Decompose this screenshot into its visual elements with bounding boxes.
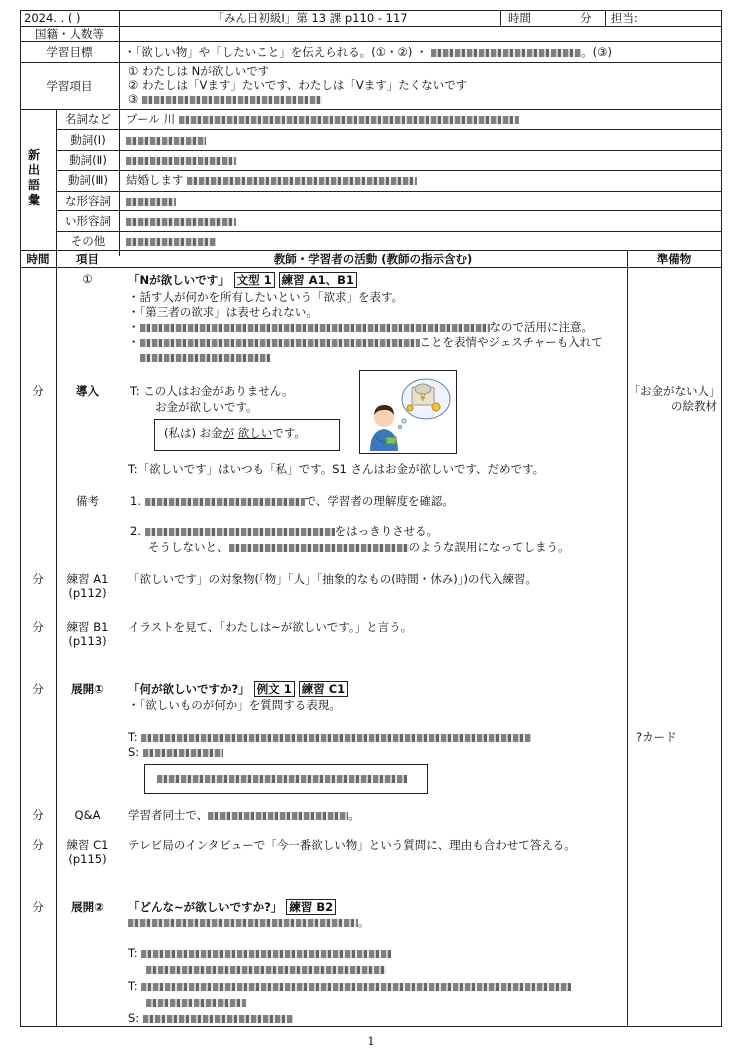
col-header-item: 項目 <box>76 252 99 266</box>
vocab-label-other: その他 <box>70 234 106 248</box>
section-3-teacher-1-cont <box>146 962 386 976</box>
section-1-bullet-4-cont <box>140 350 270 364</box>
nationality-label: 国籍・人数等 <box>35 27 104 41</box>
vocab-verb3: 結婚します <box>126 173 417 187</box>
section-1-bullet-2: ・「第三者の欲求」は表せられない。 <box>128 305 318 319</box>
drill-a1-page: (p112) <box>68 586 107 600</box>
drill-c1-time: 分 <box>32 838 44 852</box>
section-2-title: 「何が欲しいですか?」 例文 1 練習 C1 <box>128 682 348 696</box>
vocab-noun: プール 川 <box>126 112 519 126</box>
vocab-label-noun: 名詞など <box>65 112 111 126</box>
time-label: 時間 <box>508 11 531 25</box>
drill-c1-text: テレビ局のインタビューで「今一番欲しい物」という質問に、理由も合わせて答える。 <box>128 838 576 852</box>
development-2-time: 分 <box>32 900 44 914</box>
qa-text: 学習者同士で、 。 <box>128 808 360 822</box>
vocab-verb2 <box>126 153 236 167</box>
drill-a1-text: 「欲しいです」の対象物(「物」「人」「抽象的なもの(時間・休み)」)の代入練習。 <box>128 572 537 586</box>
teacher-line-1: T: この人はお金がありません。 <box>130 384 294 398</box>
section-1-bullet-3: ・ なので活用に注意。 <box>128 320 593 334</box>
vocab-label-na-adj: な形容詞 <box>65 194 111 208</box>
date-field: 2024. . ( ) <box>24 11 81 25</box>
section-1-bullet-1: ・話す人が何かを所有したいという「欲求」を表す。 <box>128 290 404 304</box>
note-2-cont: そうしないと、 のような誤用になってしまう。 <box>148 540 570 554</box>
note-label: 備考 <box>76 494 99 508</box>
materials-picture-1: 「お金がない人」 <box>628 384 721 398</box>
minutes-label: 分 <box>580 11 592 25</box>
intro-time: 分 <box>32 384 44 398</box>
section-2-teacher: T: <box>128 730 531 744</box>
drill-c1-label: 練習 C1 <box>66 838 109 852</box>
vocab-label-verb2: 動詞(Ⅱ) <box>69 153 107 167</box>
item-2: ② わたしは「Vます」たいです、わたしは「Vます」たくないです <box>128 78 468 92</box>
staff-label: 担当: <box>611 11 638 25</box>
section-3-title: 「どんな~が欲しいですか?」 練習 B2 <box>128 900 336 914</box>
col-header-time: 時間 <box>26 252 50 266</box>
qa-label: Q&A <box>74 808 101 822</box>
drill-b1-time: 分 <box>32 620 44 634</box>
section-2-student: S: <box>128 745 223 759</box>
vocab-verb1 <box>126 133 206 147</box>
development-2-label: 展開② <box>71 900 104 914</box>
person-wanting-money-icon <box>360 371 456 453</box>
section-3-teacher-2: T: <box>128 979 571 993</box>
drill-c1-page: (p115) <box>68 852 107 866</box>
section-1-title: 「Nが欲しいです」 文型 1 練習 A1、B1 <box>128 273 357 287</box>
development-1-time: 分 <box>32 682 44 696</box>
vocab-i-adj <box>126 214 236 228</box>
example-sentence: (私は) お金が 欲しいです。 <box>164 426 306 440</box>
vocab-label-i-adj: い形容詞 <box>65 214 111 228</box>
vocab-label-verb1: 動詞(Ⅰ) <box>70 133 106 147</box>
course-title: 「みん日初級Ⅰ」第 13 課 p110 - 117 <box>212 11 408 25</box>
items-label: 学習項目 <box>46 79 93 93</box>
col-header-materials: 準備物 <box>656 252 692 266</box>
section-3-teacher-1: T: <box>128 946 391 960</box>
drill-a1-time: 分 <box>32 572 44 586</box>
teacher-line-3: T:「欲しいです」はいつも「私」です。S1 さんはお金が欲しいです、だめです。 <box>128 462 545 476</box>
drill-b1-page: (p113) <box>68 634 107 648</box>
drill-b1-text: イラストを見て、「わたしは~が欲しいです。」と言う。 <box>128 620 413 634</box>
svg-text:¥: ¥ <box>420 394 426 404</box>
section-3-teacher-2-cont <box>146 995 246 1009</box>
page-number: 1 <box>367 1034 375 1048</box>
materials-picture-2: の絵教材 <box>671 399 717 413</box>
development-1-label: 展開① <box>71 682 104 696</box>
section-3-note: 。 <box>128 915 370 929</box>
teacher-line-2: お金が欲しいです。 <box>155 400 258 414</box>
intro-label: 導入 <box>76 384 99 398</box>
qa-time: 分 <box>32 808 44 822</box>
money-illustration-frame <box>359 370 457 454</box>
section-1-number: ① <box>82 272 93 286</box>
drill-a1-label: 練習 A1 <box>66 572 109 586</box>
section-1-bullet-4: ・ ことを表情やジェスチャーも入れて <box>128 335 603 349</box>
vocab-section-label: 新 出 語 彙 <box>27 148 40 207</box>
section-2-example-box <box>144 764 428 794</box>
goal-text: ・「欲しい物」や「したいこと」を伝えられる。(①・②) ・ 。(③) <box>124 45 612 59</box>
note-2: 2. をはっきりさせる。 <box>130 524 439 538</box>
item-3: ③ <box>128 92 322 106</box>
question-card-material: ?カード <box>636 730 677 744</box>
goal-label: 学習目標 <box>46 45 93 59</box>
vocab-other <box>126 234 216 248</box>
item-1: ① わたしは Nが欲しいです <box>128 64 270 78</box>
section-2-bullet: ・「欲しいものが何か」を質問する表現。 <box>128 698 341 712</box>
col-header-activity: 教師・学習者の活動 (教師の指示含む) <box>273 252 473 266</box>
drill-b1-label: 練習 B1 <box>66 620 109 634</box>
vocab-label-verb3: 動詞(Ⅲ) <box>68 173 108 187</box>
vocab-na-adj <box>126 194 176 208</box>
note-1: 1. で、学習者の理解度を確認。 <box>130 494 454 508</box>
section-3-student: S: <box>128 1011 293 1025</box>
